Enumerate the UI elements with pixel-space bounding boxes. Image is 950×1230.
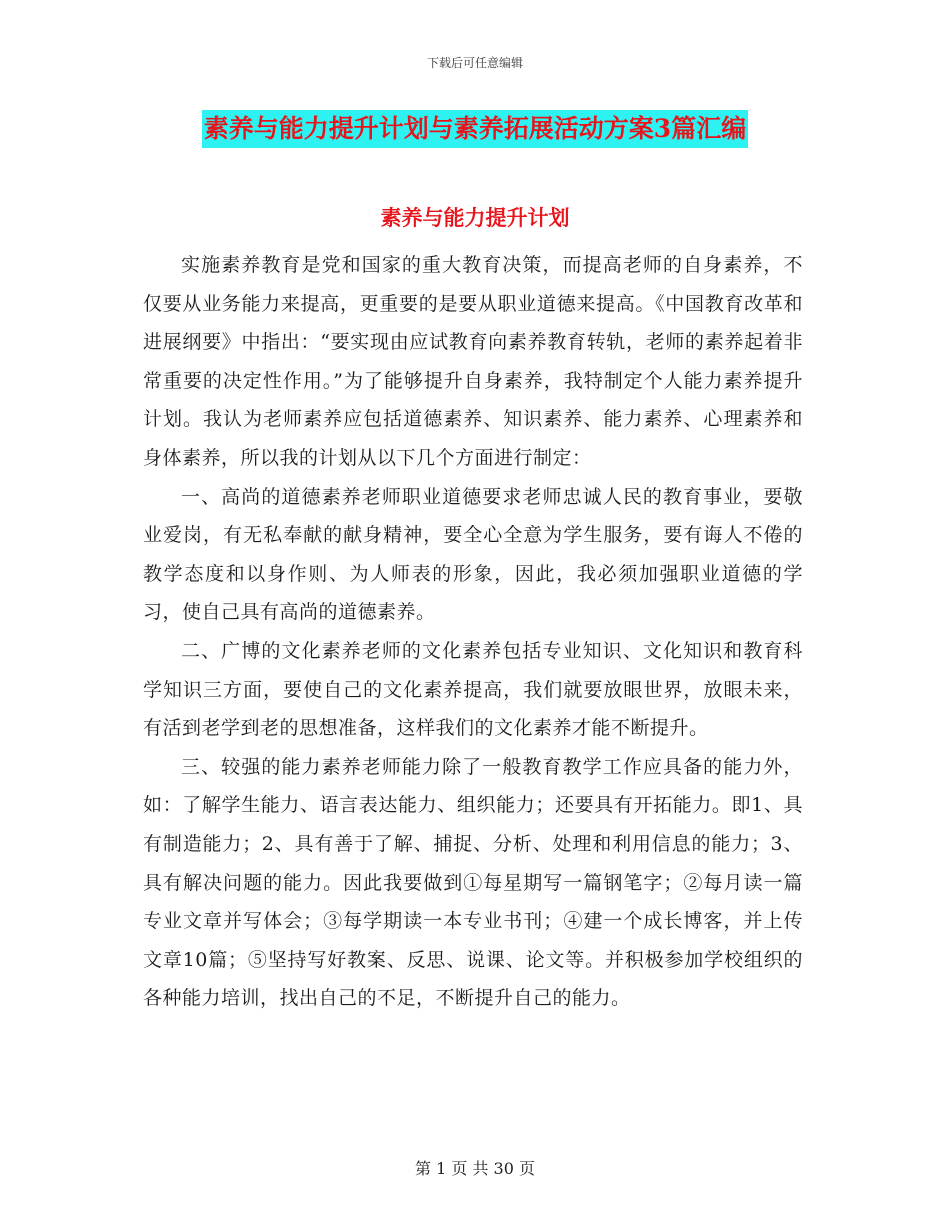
body-paragraph-4: 三、较强的能力素养老师能力除了一般教育教学工作应具备的能力外，如：了解学生能力、语言表达能力、组织能力；还要具有开拓能力。即1、具有制造能力；2、具有善于了解、捕捉、分析、处理和利用信息的能力；3、具有解决问题的能力。因此我要做到①每星期写一篇钢笔字；②每月读一篇专业文章并写体会；③每学期读一本专业书刊；④建一个成长博客，并上传文章10篇；⑤坚持写好教案、反思、说课、论文等。并积极参加学校组织的各种能力培训，找出自己的不足，不断提升自己的能力。 xyxy=(143,755,803,1010)
page-footer: 第 1 页 共 30 页 xyxy=(415,1159,535,1178)
document-title-container xyxy=(0,110,950,148)
section-title: 素养与能力提升计划 xyxy=(380,205,570,230)
body-paragraph-2: 一、高尚的道德素养老师职业道德要求老师忠诚人民的教育事业，要敬业爱岗，有无私奉献的献身精神，要全心全意为学生服务，要有诲人不倦的教学态度和以身作则、为人师表的形象，因此，我必须加强职业道德的学习，使自己具有高尚的道德素养。 xyxy=(143,485,803,624)
body-paragraph-3: 二、广博的文化素养老师的文化素养包括专业知识、文化知识和教育科学知识三方面，要使自己的文化素养提高，我们就要放眼世界，放眼未来，有活到老学到老的思想准备，这样我们的文化素养才能不断提升。 xyxy=(143,639,803,740)
document-body xyxy=(143,246,803,1018)
body-paragraph-1: 实施素养教育是党和国家的重大教育决策，而提高老师的自身素养，不仅要从业务能力来提高，更重要的是要从职业道德来提高。《中国教育改革和进展纲要》中指出：“要实现由应试教育向素养教育转轨，老师的素养起着非常重要的决定性作用。”为了能够提升自身素养，我特制定个人能力素养提升计划。我认为老师素养应包括道德素养、知识素养、能力素养、心理素养和身体素养，所以我的计划从以下几个方面进行制定： xyxy=(143,254,803,469)
header-note: 下载后可任意编辑 xyxy=(426,56,523,70)
document-title: 素养与能力提升计划与素养拓展活动方案3篇汇编 xyxy=(202,110,748,148)
